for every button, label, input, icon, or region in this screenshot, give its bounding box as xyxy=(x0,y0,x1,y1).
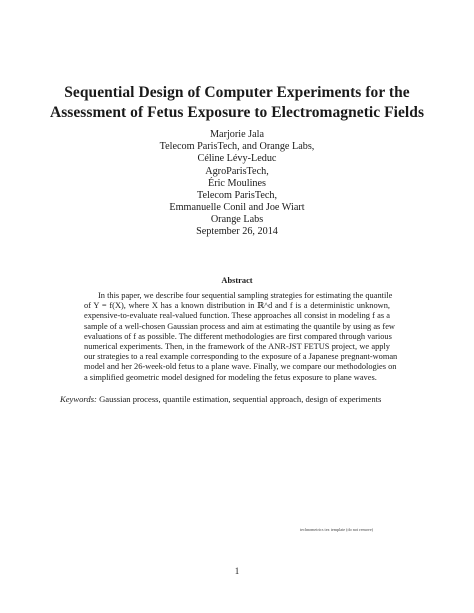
page-number: 1 xyxy=(234,566,240,576)
abstract-line: expensive-to-evaluate real-valued function. These approaches all consist in modeling f as a xyxy=(84,311,390,321)
abstract-line: a simplified geometric model designed for modeling the fetus exposure to plane waves. xyxy=(84,372,377,382)
affiliation-line: Telecom ParisTech, xyxy=(196,190,278,202)
author-line: Éric Moulines xyxy=(207,177,266,189)
author-line: Céline Lévy-Leduc xyxy=(197,153,277,165)
template-note: technometrics tex template (do not remove) xyxy=(300,527,374,532)
author-line: Emmanuelle Conil and Joe Wiart xyxy=(169,202,305,214)
paper-date: September 26, 2014 xyxy=(196,226,278,237)
title-line-2: Assessment of Fetus Exposure to Electromagnetic Fields xyxy=(49,104,425,121)
abstract-line: evaluations of f as possible. The different methodologies are first compared through various xyxy=(84,331,392,341)
abstract-line: model and her 26-week-old fetus to a plane wave. Finally, we compare our methodologies on xyxy=(84,362,397,372)
paper-title xyxy=(40,83,434,123)
affiliation-line: AgroParisTech, xyxy=(205,165,269,177)
abstract-body xyxy=(84,291,398,383)
author-block xyxy=(60,129,414,227)
keywords-text: Gaussian process, quantile estimation, sequential approach, design of experiments xyxy=(99,394,382,404)
keywords-label: Keywords: xyxy=(60,394,97,404)
abstract-line: numerical experiments. Then, in the framework of the ANR-JST FETUS project, we apply xyxy=(84,342,390,352)
abstract-line: sample of a well-chosen Gaussian process and aim at estimating the quantile by using as few xyxy=(84,321,395,331)
title-line-1: Sequential Design of Computer Experiments for the xyxy=(64,84,410,101)
abstract-heading: Abstract xyxy=(221,276,253,285)
author-line: Marjorie Jala xyxy=(209,129,265,140)
abstract-line: In this paper, we describe four sequential sampling strategies for estimating the quantile xyxy=(98,291,393,300)
affiliation-line: Telecom ParisTech, and Orange Labs, xyxy=(159,141,315,153)
abstract-line: our strategies to a real example corresponding to the exposure of a Japanese pregnant-woman xyxy=(84,352,398,362)
abstract-line: of Y = f(X), where X has a known distribution in ℝ^d and f is a deterministic unknown, xyxy=(84,301,390,311)
affiliation-line: Orange Labs xyxy=(210,214,264,226)
keywords xyxy=(60,394,420,404)
